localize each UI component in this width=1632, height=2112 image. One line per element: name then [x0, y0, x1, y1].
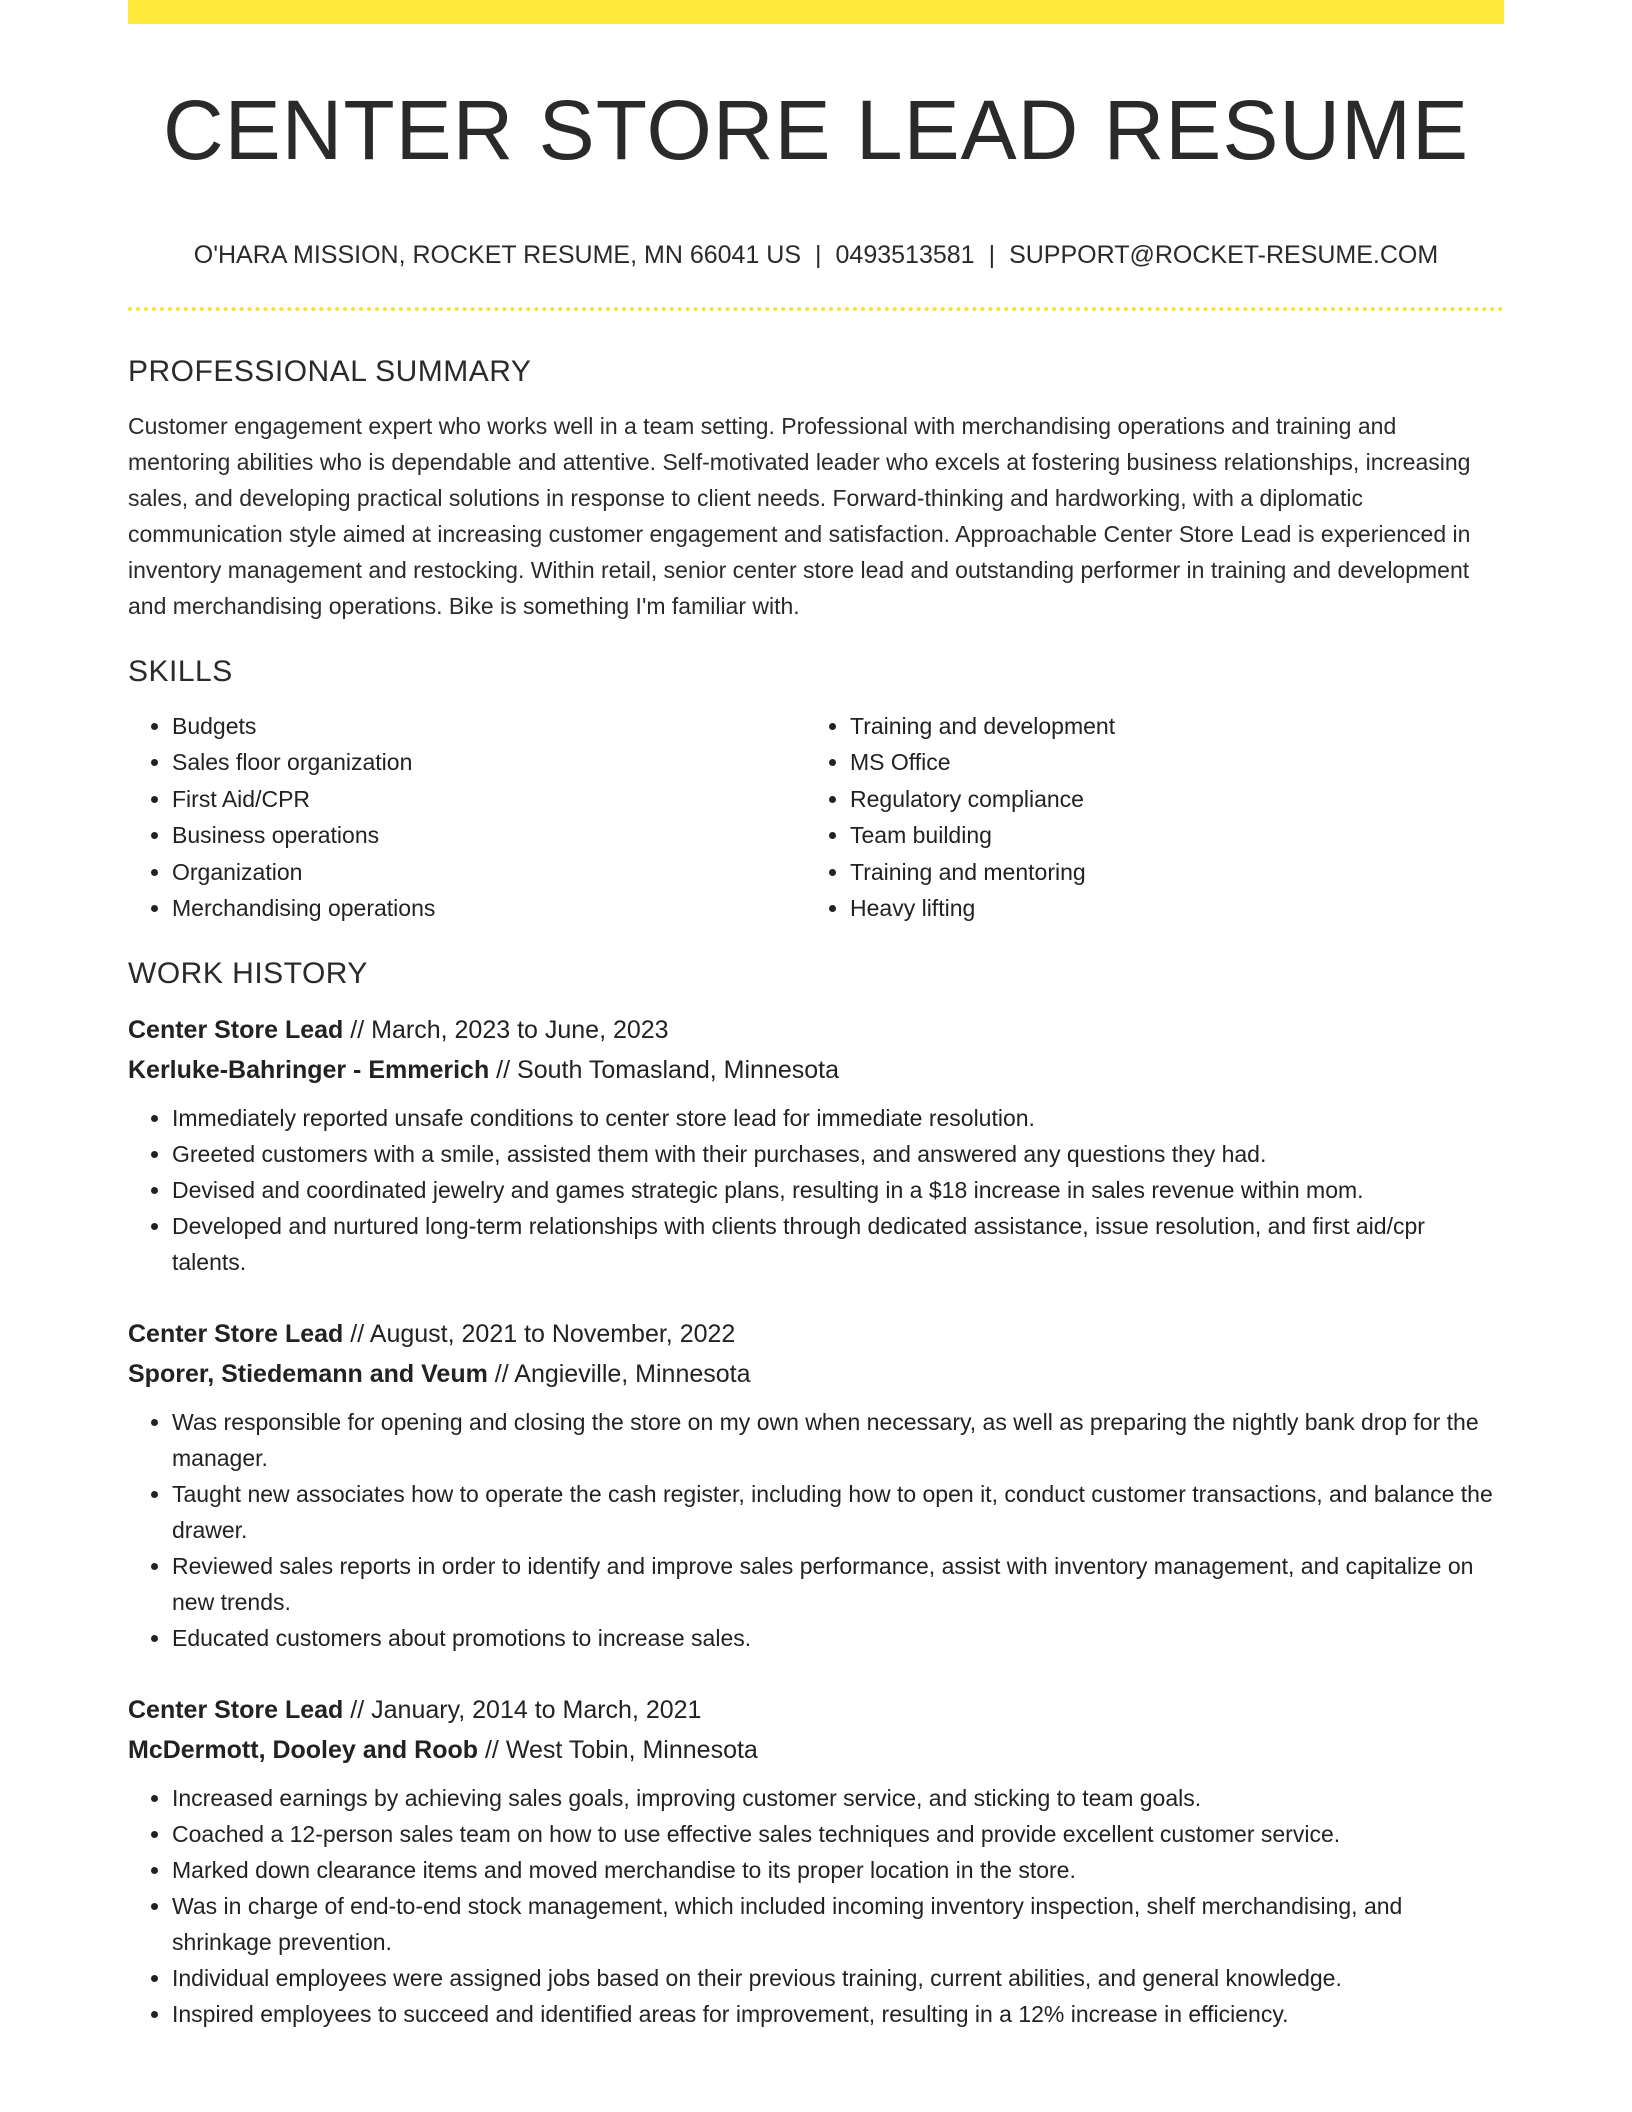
work-history-section [128, 954, 1504, 2032]
summary-section [128, 352, 1504, 624]
skill-item: • Business operations [172, 817, 806, 853]
skill-item: • Heavy lifting [850, 890, 1490, 926]
job-bullet: • Devised and coordinated jewelry and games strategic plans, resulting in a $18 increase in sales revenue within mom. [172, 1172, 1504, 1208]
job-bullets [128, 1780, 1504, 2032]
skill-item: • Training and development [850, 708, 1490, 744]
job-bullet: • Marked down clearance items and moved merchandise to its proper location in the store. [172, 1852, 1504, 1888]
resume-title: CENTER STORE LEAD RESUME [162, 83, 1470, 177]
job-title-line [128, 1314, 1504, 1354]
skill-item: • Merchandising operations [172, 890, 806, 926]
job-company-line [128, 1354, 1504, 1394]
job-company-line [128, 1730, 1504, 1770]
job-location: Angieville, Minnesota [514, 1360, 751, 1389]
job-divider: // [494, 1360, 509, 1389]
skills-list-right [806, 708, 1490, 926]
job-bullet: • Was responsible for opening and closing the store on my own when necessary, as well as preparing the nightly bank drop for the manager. [172, 1404, 1504, 1476]
job-bullet: • Was in charge of end-to-end stock management, which included incoming inventory inspection, shelf merchandising, and shrinkage prevention. [172, 1888, 1504, 1960]
job-divider: // [496, 1056, 511, 1085]
summary-heading: PROFESSIONAL SUMMARY [128, 355, 532, 388]
contact-line [128, 238, 1504, 272]
contact-phone: 0493513581 [835, 241, 975, 269]
job-title: Center Store Lead [128, 1696, 344, 1725]
skill-item: • Sales floor organization [172, 744, 806, 780]
job-title: Center Store Lead [128, 1320, 344, 1349]
job-bullet: • Taught new associates how to operate the cash register, including how to open it, conduct customer transactions, and balance the drawer. [172, 1476, 1504, 1548]
header-divider [128, 307, 1504, 311]
job-location: South Tomasland, Minnesota [517, 1056, 839, 1085]
job-bullet: • Immediately reported unsafe conditions to center store lead for immediate resolution. [172, 1100, 1504, 1136]
job-entry [128, 1010, 1504, 1280]
skills-heading: SKILLS [128, 655, 233, 688]
job-divider: // [350, 1320, 365, 1349]
skill-item: • Team building [850, 817, 1490, 853]
work-history-heading: WORK HISTORY [128, 957, 368, 991]
job-entry [128, 1314, 1504, 1656]
job-divider: // [350, 1016, 365, 1045]
skill-item: • Training and mentoring [850, 854, 1490, 890]
job-bullet: • Greeted customers with a smile, assisted them with their purchases, and answered any questions they had. [172, 1136, 1504, 1172]
skills-columns [128, 708, 1504, 926]
skill-item: • Budgets [172, 708, 806, 744]
job-bullet: • Developed and nurtured long-term relationships with clients through dedicated assistance, issue resolution, and first aid/cpr talents. [172, 1208, 1504, 1280]
skill-item: • First Aid/CPR [172, 781, 806, 817]
skills-section [128, 652, 1504, 926]
job-entry [128, 1690, 1504, 2032]
contact-separator: | [988, 241, 996, 269]
job-divider: // [484, 1736, 499, 1765]
accent-bar [128, 0, 1504, 24]
job-bullet: • Increased earnings by achieving sales goals, improving customer service, and sticking to team goals. [172, 1780, 1504, 1816]
job-bullet: • Educated customers about promotions to increase sales. [172, 1620, 1504, 1656]
resume-content [128, 352, 1504, 2066]
job-dates: January, 2014 to March, 2021 [371, 1696, 702, 1725]
job-company: Sporer, Stiedemann and Veum [128, 1360, 488, 1389]
summary-text: Customer engagement expert who works well in a team setting. Professional with merchandising operations and training and mentoring abilities who is dependable and attentive. Self-motivated leader who excels at fostering business relationships, increasing sales, and developing practical solutions in response to client needs. Forward-thinking and hardworking, with a diplomatic communication style aimed at increasing customer engagement and satisfaction. Approachable Center Store Lead is experienced in inventory management and restocking. Within retail, senior center store lead and outstanding performer in training and development and merchandising operations. Bike is something I'm familiar with. [128, 413, 1471, 619]
job-title: Center Store Lead [128, 1016, 344, 1045]
job-dates: August, 2021 to November, 2022 [369, 1320, 736, 1349]
job-location: West Tobin, Minnesota [505, 1736, 758, 1765]
job-bullets [128, 1404, 1504, 1656]
job-company: Kerluke-Bahringer - Emmerich [128, 1056, 490, 1085]
job-company-line [128, 1050, 1504, 1090]
job-title-line [128, 1010, 1504, 1050]
skill-item: • MS Office [850, 744, 1490, 780]
skill-item: • Organization [172, 854, 806, 890]
job-bullet: • Reviewed sales reports in order to identify and improve sales performance, assist with inventory management, and capitalize on new trends. [172, 1548, 1504, 1620]
contact-separator: | [815, 241, 822, 269]
job-bullets [128, 1100, 1504, 1280]
resume-page [128, 0, 1504, 2112]
skills-list-left [128, 708, 806, 926]
contact-address: O'HARA MISSION, ROCKET RESUME, MN 66041 US [193, 241, 802, 269]
job-bullet: • Coached a 12-person sales team on how to use effective sales techniques and provide excellent customer service. [172, 1816, 1504, 1852]
skill-item: • Regulatory compliance [850, 781, 1490, 817]
job-divider: // [350, 1696, 365, 1725]
job-company: McDermott, Dooley and Roob [128, 1736, 479, 1765]
job-bullet: • Inspired employees to succeed and identified areas for improvement, resulting in a 12% increase in efficiency. [172, 1996, 1504, 2032]
job-dates: March, 2023 to June, 2023 [371, 1016, 669, 1045]
contact-email: SUPPORT@ROCKET-RESUME.COM [1009, 241, 1439, 269]
job-title-line [128, 1690, 1504, 1730]
job-bullet: • Individual employees were assigned jobs based on their previous training, current abilities, and general knowledge. [172, 1960, 1504, 1996]
